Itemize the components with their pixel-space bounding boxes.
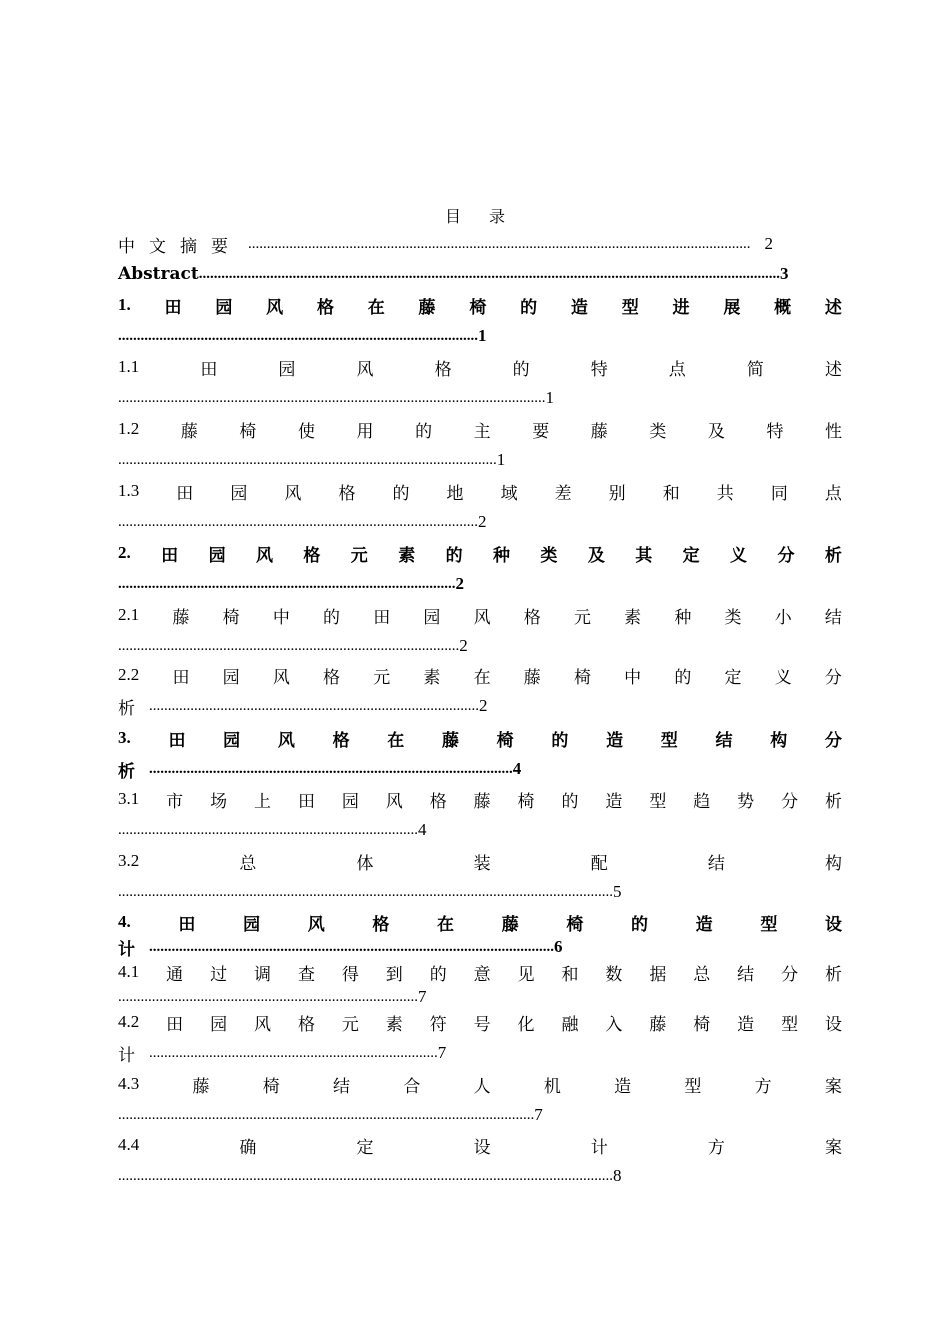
toc-heading-char: 田 [297, 791, 315, 812]
toc-heading-char: 椅 [469, 297, 487, 318]
toc-heading-char: 格 [323, 667, 340, 688]
toc-entry-continuation[interactable] [118, 448, 842, 472]
toc-heading-char: 及 [587, 545, 605, 566]
toc-heading-char: 合 [403, 1076, 421, 1097]
toc-leader-dots: ................................................................................ [118, 821, 418, 838]
toc-heading-char: 的 [429, 964, 447, 985]
toc-heading-char: 结 [707, 853, 725, 874]
toc-heading-char: 田 [172, 667, 190, 688]
toc-heading-char: 种 [493, 545, 510, 566]
toc-page-number: 3 [779, 264, 789, 283]
toc-heading-char: 藤 [649, 1014, 667, 1035]
toc-page-number: 5 [613, 882, 622, 901]
toc-heading-char: 素 [423, 667, 441, 688]
toc-heading-char: 园 [210, 1014, 228, 1035]
toc-entry-number: 1.3 [118, 481, 140, 500]
toc-heading-char: 总 [693, 964, 711, 985]
toc-entry[interactable] [118, 262, 842, 286]
toc-heading-char: 的 [631, 914, 648, 935]
toc-heading-char: 种 [674, 607, 692, 628]
toc-heading-char: 造 [737, 1014, 755, 1035]
toc-heading-char: 园 [423, 607, 441, 628]
toc-entry-continuation[interactable] [118, 757, 842, 781]
toc-heading-char: 风 [254, 1014, 272, 1035]
toc-leader-dots: .................................................................................................................................... [118, 883, 613, 900]
toc-heading-char: 别 [608, 483, 626, 504]
toc-leader-dots: ................................................................................ [118, 988, 418, 1005]
toc-heading-char: 园 [223, 730, 241, 751]
toc-heading-char: 的 [445, 545, 463, 566]
toc-page-number: 1 [496, 450, 506, 469]
toc-heading-char: 型 [760, 914, 778, 935]
toc-heading-char: 结 [333, 1076, 351, 1097]
toc-heading-char: 意 [473, 964, 491, 985]
toc-heading-char: 分 [781, 964, 799, 985]
toc-heading-char: 在 [387, 730, 405, 751]
toc-heading-char: 在 [437, 914, 455, 935]
toc-heading-char: 性 [825, 421, 842, 442]
toc-heading-char: 型 [649, 791, 667, 812]
toc-heading-char: 计 [118, 1045, 135, 1066]
toc-heading-char: 格 [372, 914, 390, 935]
toc-heading-char: 简 [746, 359, 764, 380]
toc-entry-number: 4.3 [118, 1074, 140, 1093]
toc-heading-char: 椅 [262, 1076, 280, 1097]
toc-heading-char: 的 [520, 297, 538, 318]
toc-heading-char: 数 [605, 964, 623, 985]
toc-heading-char: 风 [277, 730, 295, 751]
toc-heading-char: 结 [715, 730, 733, 751]
toc-heading-char: 趋 [693, 791, 711, 812]
toc-heading-char: 定 [682, 545, 700, 566]
toc-heading-char: 藤 [501, 914, 519, 935]
toc-leader-dots: .......................................................................................... [118, 575, 456, 592]
toc-heading-char: 述 [824, 297, 842, 318]
toc-heading-char: 藤 [180, 421, 198, 442]
toc-heading-char: 点 [824, 483, 842, 504]
toc-heading-char: 融 [561, 1014, 579, 1035]
toc-entry-number: 1.1 [118, 357, 140, 376]
toc-entry-number: 3.2 [118, 851, 140, 870]
toc-leader-dots: ............................................................................................................... [118, 1106, 535, 1123]
toc-heading-char: 结 [737, 964, 755, 985]
toc-entry[interactable] [118, 603, 842, 627]
toc-heading-char: 同 [770, 483, 788, 504]
toc-heading-char: 计 [590, 1137, 608, 1158]
toc-entry[interactable] [118, 910, 842, 934]
toc-heading-char: 格 [303, 545, 321, 566]
toc-entry-continuation[interactable] [118, 985, 842, 1009]
toc-heading-char: 使 [297, 421, 315, 442]
toc-heading-char: 地 [446, 483, 464, 504]
toc-heading-char: 设 [825, 1014, 842, 1035]
toc-leader-dots: ................................................................................................ [118, 327, 478, 344]
toc-heading-char: 过 [210, 964, 228, 985]
toc-heading-char: 风 [356, 359, 374, 380]
toc-heading-char: 格 [434, 359, 452, 380]
toc-leader-dots: ........................................................................................... [118, 637, 460, 654]
toc-entry[interactable] [118, 541, 842, 565]
toc-heading-char: 型 [781, 1014, 799, 1035]
toc-heading-char: 在 [473, 667, 491, 688]
toc-heading-char: 型 [621, 297, 639, 318]
toc-heading-char: 藤 [192, 1076, 210, 1097]
toc-entry[interactable] [118, 960, 842, 984]
toc-heading-char: 到 [385, 964, 403, 985]
toc-page-number: 2 [459, 636, 468, 655]
toc-entry-number: 4.2 [118, 1012, 140, 1031]
toc-heading-char: 化 [517, 1014, 535, 1035]
toc-heading-char: 椅 [496, 730, 514, 751]
toc-heading-char: 风 [473, 607, 491, 628]
toc-heading-char: 田 [373, 607, 391, 628]
toc-page-number: 2 [478, 512, 487, 531]
toc-heading-char: 园 [215, 297, 233, 318]
toc-heading-char: 定 [724, 667, 742, 688]
toc-entry-continuation[interactable] [118, 1041, 842, 1065]
toc-entry-continuation[interactable] [118, 818, 842, 842]
toc-heading-char: 型 [684, 1076, 702, 1097]
toc-heading-char: 田 [161, 545, 179, 566]
toc-heading-char: 园 [243, 914, 261, 935]
toc-entry[interactable] [118, 1072, 842, 1096]
toc-heading-char: 田 [166, 1014, 184, 1035]
toc-heading-char: 见 [517, 964, 535, 985]
toc-heading-char: 主 [473, 421, 491, 442]
toc-entry[interactable] [118, 787, 842, 811]
toc-entry[interactable] [118, 232, 842, 256]
toc-entry-continuation[interactable] [118, 510, 842, 534]
toc-heading-char: 和 [561, 964, 579, 985]
toc-entry-number: 1. [118, 295, 131, 314]
toc-heading-char: 素 [624, 607, 642, 628]
toc-page-number: 4 [512, 759, 522, 778]
toc-heading-char: 概 [774, 297, 792, 318]
toc-leader-dots: ........................................................................................ [149, 697, 479, 714]
toc-heading-char: 特 [766, 421, 784, 442]
toc-page-number: 1 [545, 388, 554, 407]
toc-heading-char: 展 [723, 297, 741, 318]
toc-heading-char: 园 [341, 791, 359, 812]
toc-entry-number: 4. [118, 912, 131, 931]
toc-heading-char: 其 [635, 545, 653, 566]
toc-page-number: 2 [455, 574, 464, 593]
toc-heading-char: 椅 [566, 914, 584, 935]
toc-heading-char: 类 [540, 545, 558, 566]
toc-heading-char: 机 [543, 1076, 561, 1097]
toc-page-number: 6 [554, 937, 563, 956]
toc-leader-dots: ..................................................................................................... [118, 451, 497, 468]
toc-heading: 中文摘要 [118, 236, 242, 257]
toc-heading-char: 元 [573, 607, 591, 628]
toc-heading-char: 藤 [441, 730, 459, 751]
toc-heading-char: 体 [356, 853, 374, 874]
toc-heading-char: 素 [385, 1014, 403, 1035]
toc-heading-char: 分 [781, 791, 799, 812]
toc-heading-char: 总 [239, 853, 257, 874]
toc-heading-char: 点 [668, 359, 686, 380]
toc-leader-dots: ................................................................................................. [149, 760, 513, 777]
toc-heading-char: 园 [208, 545, 226, 566]
toc-entry-continuation[interactable] [118, 1164, 842, 1188]
toc-heading-char: 查 [297, 964, 315, 985]
toc-heading-char: 场 [210, 791, 228, 812]
toc-page-number: 2 [764, 234, 773, 253]
toc-heading-char: 风 [385, 791, 403, 812]
toc-page-number: 7 [418, 987, 427, 1006]
toc-heading: Abstract [118, 264, 199, 284]
toc-heading-char: 风 [284, 483, 302, 504]
toc-heading-char: 的 [512, 359, 530, 380]
toc-entry[interactable] [118, 849, 842, 873]
toc-heading-char: 装 [473, 853, 491, 874]
toc-heading-char: 义 [730, 545, 748, 566]
toc-heading-char: 述 [824, 359, 842, 380]
toc-heading-char: 藤 [172, 607, 190, 628]
toc-leader-dots: ............................................................................................................ [149, 938, 554, 955]
toc-entry[interactable] [118, 1133, 842, 1157]
toc-heading-char: 人 [473, 1076, 491, 1097]
toc-leader-dots: ............................................................................. [149, 1044, 438, 1061]
toc-page-number: 4 [418, 820, 427, 839]
toc-leader-dots: .................................................................................................................. [118, 389, 546, 406]
toc-heading-char: 域 [500, 483, 518, 504]
toc-heading-char: 入 [605, 1014, 623, 1035]
toc-heading-char: 中 [272, 607, 290, 628]
toc-page-number: 2 [479, 696, 488, 715]
toc-heading-char: 确 [239, 1137, 257, 1158]
toc-heading-char: 的 [551, 730, 569, 751]
toc-entry[interactable] [118, 1010, 842, 1034]
toc-entry-number: 4.1 [118, 962, 140, 981]
toc-heading-char: 分 [824, 667, 842, 688]
toc-heading-char: 风 [272, 667, 290, 688]
toc-heading-char: 格 [332, 730, 350, 751]
toc-heading-char: 的 [323, 607, 340, 628]
toc-heading-char: 及 [707, 421, 725, 442]
toc-heading-char: 椅 [517, 791, 535, 812]
toc-heading-char: 椅 [693, 1014, 711, 1035]
toc-heading-char: 田 [200, 359, 218, 380]
toc-heading-char: 析 [118, 698, 135, 719]
toc-page-number: 7 [437, 1043, 447, 1062]
toc-heading-char: 的 [392, 483, 410, 504]
toc-heading-char: 造 [695, 914, 713, 935]
toc-heading-char: 椅 [222, 607, 240, 628]
toc-heading-char: 的 [415, 421, 433, 442]
toc-heading-char: 元 [373, 667, 391, 688]
toc-entry[interactable] [118, 663, 842, 687]
toc-leader-dots: ................................................................................................ [118, 513, 478, 530]
toc-heading-char: 分 [824, 730, 842, 751]
toc-heading-char: 设 [824, 914, 842, 935]
toc-entry-continuation[interactable] [118, 572, 842, 596]
toc-heading-char: 方 [707, 1137, 725, 1158]
toc-heading-char: 义 [774, 667, 792, 688]
toc-heading-char: 计 [118, 939, 135, 960]
toc-heading-char: 格 [316, 297, 334, 318]
toc-entry-continuation[interactable] [118, 324, 842, 348]
toc-heading-char: 调 [254, 964, 272, 985]
toc-page-number: 1 [478, 326, 487, 345]
toc-heading-char: 用 [356, 421, 374, 442]
toc-heading-char: 势 [737, 791, 755, 812]
toc-heading-char: 造 [570, 297, 588, 318]
toc-entry[interactable] [118, 293, 842, 317]
toc-heading-char: 得 [341, 964, 359, 985]
toc-heading-char: 藤 [523, 667, 541, 688]
toc-heading-char: 藤 [590, 421, 608, 442]
toc-heading-char: 据 [649, 964, 667, 985]
toc-entry-continuation[interactable] [118, 880, 842, 904]
toc-heading-char: 风 [266, 297, 284, 318]
toc-entry-number: 4.4 [118, 1135, 140, 1154]
toc-entry-continuation[interactable] [118, 634, 842, 658]
toc-heading-char: 类 [649, 421, 667, 442]
toc-heading-char: 通 [166, 964, 184, 985]
toc-entry-continuation[interactable] [118, 1103, 842, 1127]
toc-heading-char: 构 [825, 853, 842, 874]
toc-heading-char: 格 [338, 483, 356, 504]
toc-entry-continuation[interactable] [118, 935, 842, 959]
toc-heading-char: 类 [724, 607, 742, 628]
toc-heading-char: 藤 [473, 791, 491, 812]
toc-heading-char: 结 [824, 607, 842, 628]
toc-heading-char: 型 [660, 730, 678, 751]
toc-heading-char: 园 [230, 483, 248, 504]
toc-entry-continuation[interactable] [118, 694, 842, 718]
toc-entry[interactable] [118, 479, 842, 503]
toc-heading-char: 分 [777, 545, 795, 566]
toc-heading-char: 析 [118, 761, 135, 782]
toc-heading-char: 案 [825, 1137, 842, 1158]
toc-heading-char: 配 [590, 853, 608, 874]
toc-heading-char: 市 [166, 791, 184, 812]
toc-heading-char: 号 [473, 1014, 491, 1035]
toc-entry[interactable] [118, 355, 842, 379]
toc-heading-char: 园 [222, 667, 240, 688]
toc-heading-char: 风 [307, 914, 325, 935]
toc-heading-char: 进 [672, 297, 690, 318]
toc-heading-char: 定 [356, 1137, 374, 1158]
toc-heading-char: 上 [254, 791, 272, 812]
toc-heading-char: 的 [674, 667, 692, 688]
toc-page-number: 8 [613, 1166, 622, 1185]
toc-heading-char: 设 [473, 1137, 491, 1158]
toc-leader-dots: .................................................................................................................................... [118, 1167, 613, 1184]
toc-heading-char: 造 [605, 791, 623, 812]
toc-heading-char: 差 [554, 483, 572, 504]
toc-heading-char: 元 [341, 1014, 359, 1035]
toc-leader-dots: ...................................................................................................................................... [248, 235, 751, 252]
toc-heading-char: 田 [176, 483, 194, 504]
toc-heading-char: 椅 [573, 667, 591, 688]
toc-entry-number: 3. [118, 728, 131, 747]
toc-heading-char: 析 [824, 545, 842, 566]
toc-heading-char: 田 [178, 914, 196, 935]
toc-heading-char: 格 [297, 1014, 315, 1035]
toc-heading-char: 元 [350, 545, 368, 566]
toc-heading-char: 田 [168, 730, 186, 751]
toc-entry-number: 1.2 [118, 419, 140, 438]
toc-heading-char: 符 [429, 1014, 447, 1035]
toc-heading-char: 风 [255, 545, 273, 566]
toc-entry[interactable] [118, 417, 842, 441]
toc-entry[interactable] [118, 726, 842, 750]
toc-heading-char: 椅 [239, 421, 257, 442]
toc-heading-char: 中 [624, 667, 642, 688]
toc-entry-number: 2.1 [118, 605, 140, 624]
toc-heading-char: 的 [561, 791, 579, 812]
toc-leader-dots: ........................................................................................................................................................... [198, 265, 780, 282]
toc-heading-char: 析 [825, 791, 842, 812]
toc-heading-char: 特 [590, 359, 608, 380]
toc-heading-char: 析 [825, 964, 842, 985]
toc-heading-char: 园 [278, 359, 296, 380]
toc-heading-char: 要 [532, 421, 550, 442]
toc-entry-continuation[interactable] [118, 386, 842, 410]
toc-heading-char: 案 [824, 1076, 842, 1097]
toc-heading-char: 构 [770, 730, 788, 751]
toc-heading-char: 共 [716, 483, 734, 504]
toc-title: 目录 [444, 207, 533, 226]
toc-heading-char: 格 [429, 791, 447, 812]
toc-entry-number: 3.1 [118, 789, 140, 808]
toc-heading-char: 在 [367, 297, 385, 318]
toc-heading-char: 格 [523, 607, 541, 628]
toc-entry-number: 2.2 [118, 665, 140, 684]
toc-heading-char: 藤 [418, 297, 436, 318]
toc-heading-char: 造 [614, 1076, 632, 1097]
toc-entry-number: 2. [118, 543, 131, 562]
toc-heading-char: 方 [754, 1076, 772, 1097]
toc-heading-char: 素 [398, 545, 416, 566]
toc-heading-char: 小 [774, 607, 792, 628]
toc-heading-char: 田 [164, 297, 182, 318]
toc-heading-char: 造 [606, 730, 624, 751]
toc-page-number: 7 [534, 1105, 543, 1124]
toc-heading-char: 和 [662, 483, 680, 504]
